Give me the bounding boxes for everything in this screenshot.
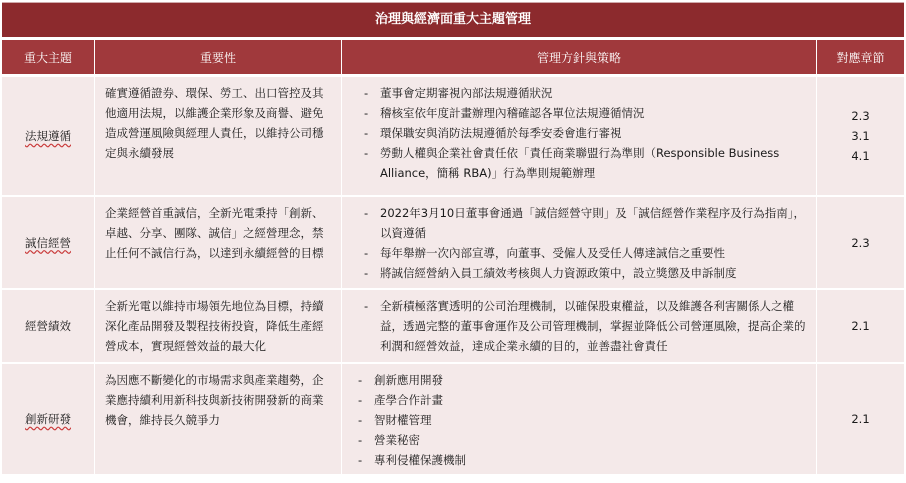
chapter-cell <box>816 77 904 197</box>
list-item: - 全新積極落實透明的公司治理機制，以確保股東權益，以及維護各利害關係人之權益，透過完整的董事會運作及公司管理機制，掌握並降低公司營運風險，提高企業的利潤和經營效益，達成企業永續的目的，並善盡社會責任 <box>364 296 806 356</box>
chapter-number: 2.1 <box>851 412 870 426</box>
chapter-cell <box>816 197 904 290</box>
topic-cell <box>2 77 94 197</box>
header-strategy: 管理方針與策略 <box>341 40 816 77</box>
list-item: - 產學合作計畫 <box>358 390 806 410</box>
topic-label: 經營績效 <box>25 319 71 333</box>
topic-cell <box>2 364 94 476</box>
list-item: - 2022年3月10日董事會通過「誠信經營守則」及「誠信經營作業程序及行為指南」，以資遵循 <box>364 203 806 243</box>
strategy-list <box>364 83 806 183</box>
list-item: - 營業秘密 <box>358 430 806 450</box>
table-row <box>2 77 904 197</box>
topic-cell <box>2 197 94 290</box>
topic-label: 誠信經營 <box>25 235 71 250</box>
table-row <box>2 290 904 364</box>
list-item: - 專利侵權保護機制 <box>358 450 806 470</box>
header-topic: 重大主題 <box>2 40 94 77</box>
topic-label: 法規遵循 <box>25 129 71 143</box>
strategy-list <box>364 203 806 283</box>
strategy-cell <box>341 197 816 290</box>
header-row <box>2 40 904 77</box>
list-item: - 董事會定期審視內部法規遵循狀況 <box>364 83 806 103</box>
list-item: - 稽核室依年度計畫辦理內稽確認各單位法規遵循情況 <box>364 103 806 123</box>
importance-cell: 為因應不斷變化的市場需求與產業趨勢，企業應持續利用新科技與新技術開發新的商業機會，維持長久競爭力 <box>94 364 341 476</box>
strategy-cell <box>341 364 816 476</box>
topic-label: 創新研發 <box>25 412 71 426</box>
importance-cell: 企業經營首重誠信，全新光電秉持「創新、卓越、分享、團隊、誠信」之經營理念，禁止任何不誠信行為，以達到永續經營的目標 <box>94 197 341 290</box>
list-item: - 智財權管理 <box>358 410 806 430</box>
chapter-cell <box>816 364 904 476</box>
table-row <box>2 364 904 476</box>
chapter-number: 2.3 <box>851 235 870 250</box>
topic-cell <box>2 290 94 364</box>
header-importance: 重要性 <box>94 40 341 77</box>
chapter-number: 4.1 <box>851 149 870 163</box>
list-item: - 環保職安與消防法規遵循於每季安委會進行審視 <box>364 123 806 143</box>
page-title: 治理與經濟面重大主題管理 <box>2 2 904 37</box>
list-item: - 將誠信經營納入員工績效考核與人力資源政策中，設立獎懲及申訴制度 <box>364 263 806 283</box>
table-row <box>2 197 904 290</box>
governance-economic-topics-panel <box>2 2 904 476</box>
chapter-cell <box>816 290 904 364</box>
header-chapter: 對應章節 <box>816 40 904 77</box>
material-topics-table <box>2 40 904 476</box>
strategy-list <box>358 370 806 470</box>
list-item: - 每年舉辦一次內部宣導，向董事、受僱人及受任人傳達誠信之重要性 <box>364 243 806 263</box>
list-item: - 創新應用開發 <box>358 370 806 390</box>
chapter-number: 2.1 <box>851 319 870 333</box>
chapter-number: 3.1 <box>851 129 870 143</box>
strategy-cell <box>341 290 816 364</box>
importance-cell: 確實遵循證券、環保、勞工、出口管控及其他適用法規，以維護企業形象及商譽、避免造成營運風險與經理人責任，以維持公司穩定與永續發展 <box>94 77 341 197</box>
chapter-number: 2.3 <box>851 109 870 123</box>
importance-cell: 全新光電以維持市場領先地位為目標，持續深化產品開發及製程技術投資，降低生產經營成本，實現經營效益的最大化 <box>94 290 341 364</box>
strategy-list <box>364 296 806 356</box>
list-item: - 勞動人權與企業社會責任依「責任商業聯盟行為準則（Responsible Business Alliance，簡稱 RBA)」行為準則規範辦理 <box>364 143 806 183</box>
strategy-cell <box>341 77 816 197</box>
